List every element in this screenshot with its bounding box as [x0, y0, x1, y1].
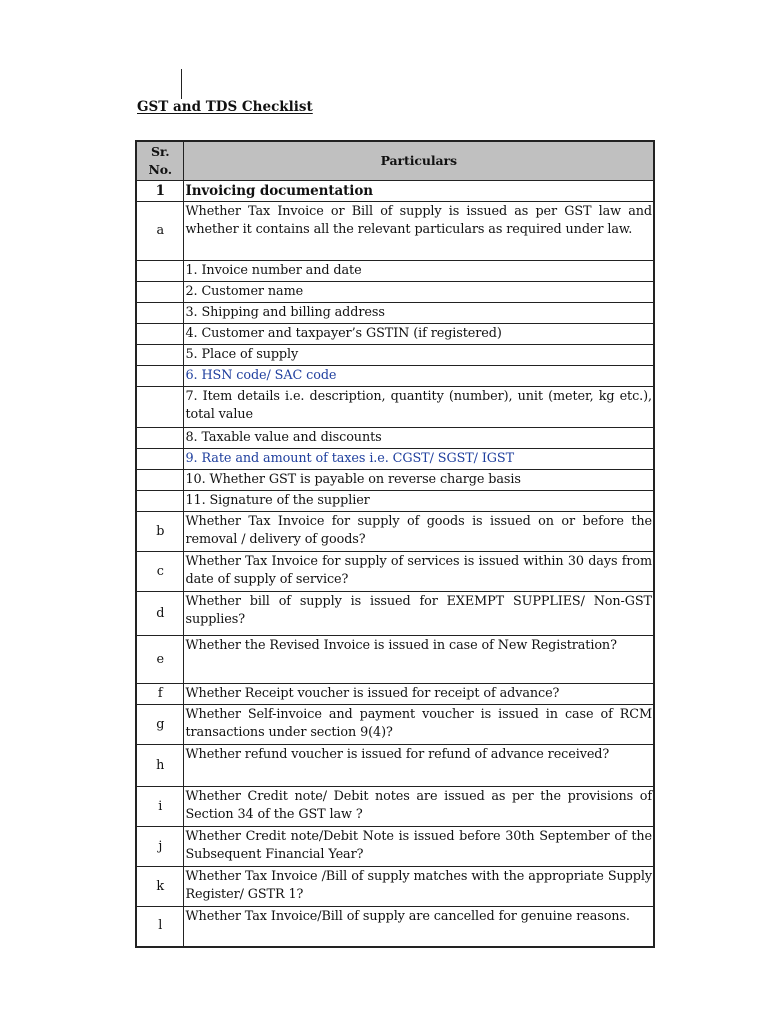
row-sr: a [136, 202, 183, 261]
table-row [136, 470, 654, 491]
table-row [136, 552, 654, 592]
table-header-row [136, 141, 654, 181]
row-text: Whether Self-invoice and payment voucher is issued in case of RCM transactions under section 9(4)? [183, 705, 654, 745]
row-sr: j [136, 827, 183, 867]
row-sr: b [136, 512, 183, 552]
row-text: Whether Credit note/Debit Note is issued before 30th September of the Subsequent Financial Year? [183, 827, 654, 867]
row-text: 8. Taxable value and discounts [183, 428, 654, 449]
row-text: Whether Credit note/ Debit notes are issued as per the provisions of Section 34 of the GST law ? [183, 787, 654, 827]
row-text: 4. Customer and taxpayer’s GSTIN (if registered) [183, 324, 654, 345]
row-text: Whether Tax Invoice/Bill of supply are cancelled for genuine reasons. [183, 907, 654, 947]
row-text: Whether bill of supply is issued for EXEMPT SUPPLIES/ Non-GST supplies? [183, 592, 654, 636]
table-row [136, 345, 654, 366]
table-row [136, 428, 654, 449]
row-sr: i [136, 787, 183, 827]
document-title: GST and TDS Checklist [137, 99, 313, 115]
table-row [136, 636, 654, 684]
row-sr: k [136, 867, 183, 907]
row-text: Whether Tax Invoice for supply of services is issued within 30 days from date of supply of service? [183, 552, 654, 592]
table-row [136, 705, 654, 745]
row-text: Whether Tax Invoice for supply of goods is issued on or before the removal / delivery of goods? [183, 512, 654, 552]
row-sr [136, 303, 183, 324]
row-text: 5. Place of supply [183, 345, 654, 366]
row-text: Whether the Revised Invoice is issued in case of New Registration? [183, 636, 654, 684]
table-row [136, 867, 654, 907]
row-sr: c [136, 552, 183, 592]
table-row [136, 745, 654, 787]
row-sr [136, 387, 183, 428]
table-row [136, 907, 654, 947]
row-sr [136, 428, 183, 449]
row-sr [136, 261, 183, 282]
row-text-highlighted: 9. Rate and amount of taxes i.e. CGST/ SGST/ IGST [183, 449, 654, 470]
row-text: 7. Item details i.e. description, quantity (number), unit (meter, kg etc.), total value [183, 387, 654, 428]
row-text: 3. Shipping and billing address [183, 303, 654, 324]
row-sr [136, 282, 183, 303]
section-heading: Invoicing documentation [183, 181, 654, 202]
row-sr: d [136, 592, 183, 636]
row-text: 11. Signature of the supplier [183, 491, 654, 512]
row-sr: 1 [136, 181, 183, 202]
row-sr: l [136, 907, 183, 947]
table-row [136, 366, 654, 387]
table-row [136, 261, 654, 282]
row-sr [136, 345, 183, 366]
table-row [136, 282, 654, 303]
header-particulars: Particulars [183, 141, 654, 181]
header-sr-no: Sr. No. [136, 141, 183, 181]
table-row [136, 491, 654, 512]
row-text-highlighted: 6. HSN code/ SAC code [183, 366, 654, 387]
checklist-table [135, 140, 655, 948]
table-row [136, 684, 654, 705]
text-cursor [181, 69, 182, 99]
table-row [136, 827, 654, 867]
row-text: 1. Invoice number and date [183, 261, 654, 282]
table-row [136, 303, 654, 324]
row-sr [136, 366, 183, 387]
table-row [136, 787, 654, 827]
table-row [136, 512, 654, 552]
row-text: 2. Customer name [183, 282, 654, 303]
row-text: 10. Whether GST is payable on reverse charge basis [183, 470, 654, 491]
row-sr [136, 324, 183, 345]
table-row [136, 324, 654, 345]
row-sr: h [136, 745, 183, 787]
table-row [136, 202, 654, 261]
row-text: Whether refund voucher is issued for refund of advance received? [183, 745, 654, 787]
row-text: Whether Receipt voucher is issued for receipt of advance? [183, 684, 654, 705]
table-row [136, 387, 654, 428]
row-sr: g [136, 705, 183, 745]
row-sr [136, 449, 183, 470]
table-row-section-1 [136, 181, 654, 202]
table-row [136, 449, 654, 470]
row-sr [136, 470, 183, 491]
row-text: Whether Tax Invoice or Bill of supply is issued as per GST law and whether it contains all the relevant particulars as required under law. [183, 202, 654, 261]
row-sr [136, 491, 183, 512]
table-row [136, 592, 654, 636]
row-sr: e [136, 636, 183, 684]
row-sr: f [136, 684, 183, 705]
row-text: Whether Tax Invoice /Bill of supply matches with the appropriate Supply Register/ GSTR 1? [183, 867, 654, 907]
